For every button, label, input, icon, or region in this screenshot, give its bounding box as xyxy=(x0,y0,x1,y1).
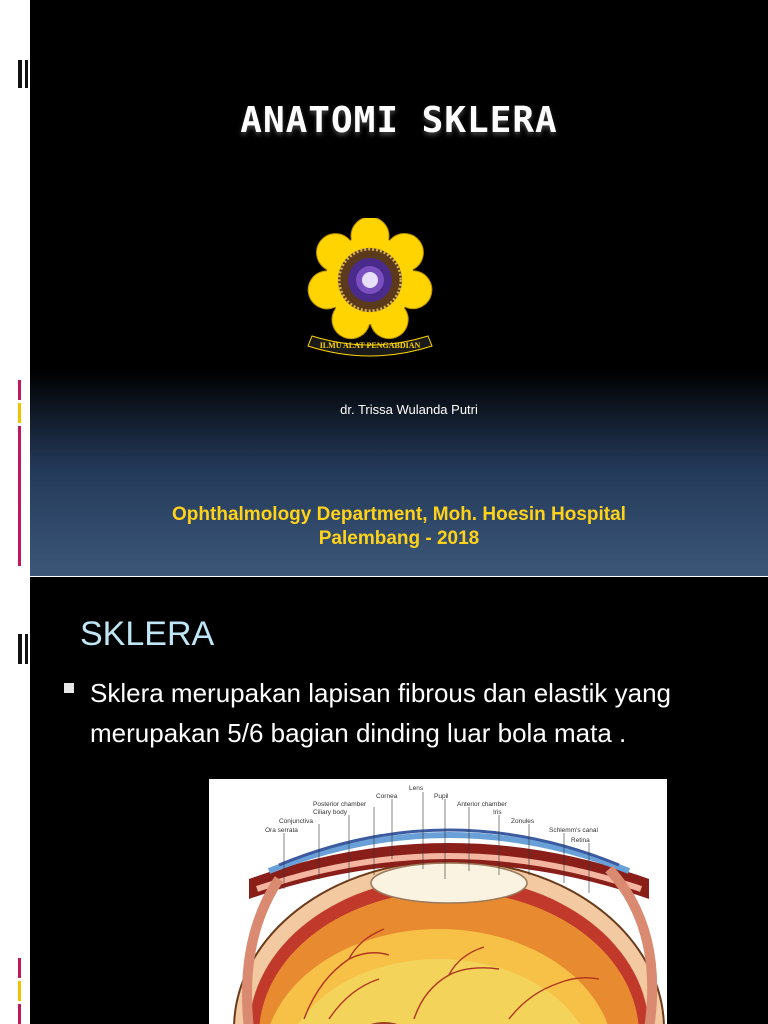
label-ciliary-body: Ciliary body xyxy=(313,809,347,816)
section-title: SKLERA xyxy=(80,615,215,653)
slide-title: ANATOMI SKLERA xyxy=(240,100,558,141)
label-retina: Retina xyxy=(571,837,590,844)
accent-bar-yellow-2 xyxy=(18,981,21,1001)
svg-text:ILMU ALAT PENGABDIAN: ILMU ALAT PENGABDIAN xyxy=(319,341,421,350)
slide-marker-2 xyxy=(18,634,28,664)
content-slide xyxy=(30,577,768,1024)
accent-bar-yellow xyxy=(18,403,21,423)
label-iris: Iris xyxy=(493,809,502,816)
accent-bar-magenta xyxy=(18,380,21,400)
location-year: Palembang - 2018 xyxy=(318,528,480,549)
university-logo xyxy=(300,218,440,368)
label-anterior-chamber: Anterior chamber xyxy=(457,801,507,808)
bullet-square-icon xyxy=(64,683,74,693)
label-ora-serrata: Ora serrata xyxy=(265,827,298,834)
label-zonules: Zonules xyxy=(511,818,535,825)
label-conjunctiva: Conjunctiva xyxy=(279,818,313,825)
bullet-text: Sklera merupakan lapisan fibrous dan elastik yang merupakan 5/6 bagian dinding luar bola mata . xyxy=(90,678,672,748)
author-name: dr. Trissa Wulanda Putri xyxy=(340,402,478,417)
eye-anatomy-diagram xyxy=(209,779,667,1024)
left-decorative-strip xyxy=(0,0,30,1024)
label-posterior-chamber: Posterior chamber xyxy=(313,801,367,808)
lens-shape xyxy=(371,863,527,903)
label-schlemms-canal: Schlemm's canal xyxy=(549,827,598,834)
slide-marker-1 xyxy=(18,60,28,88)
department-name: Ophthalmology Department, Moh. Hoesin Hospital xyxy=(172,504,626,525)
accent-bar-magenta-3 xyxy=(18,1004,21,1024)
label-pupil: Pupil xyxy=(434,793,449,800)
department-block xyxy=(30,503,768,551)
label-lens: Lens xyxy=(409,785,424,792)
accent-bar-magenta-long xyxy=(18,426,21,566)
label-cornea: Cornea xyxy=(376,793,398,800)
title-slide xyxy=(30,0,768,576)
accent-bar-magenta-2 xyxy=(18,958,21,978)
